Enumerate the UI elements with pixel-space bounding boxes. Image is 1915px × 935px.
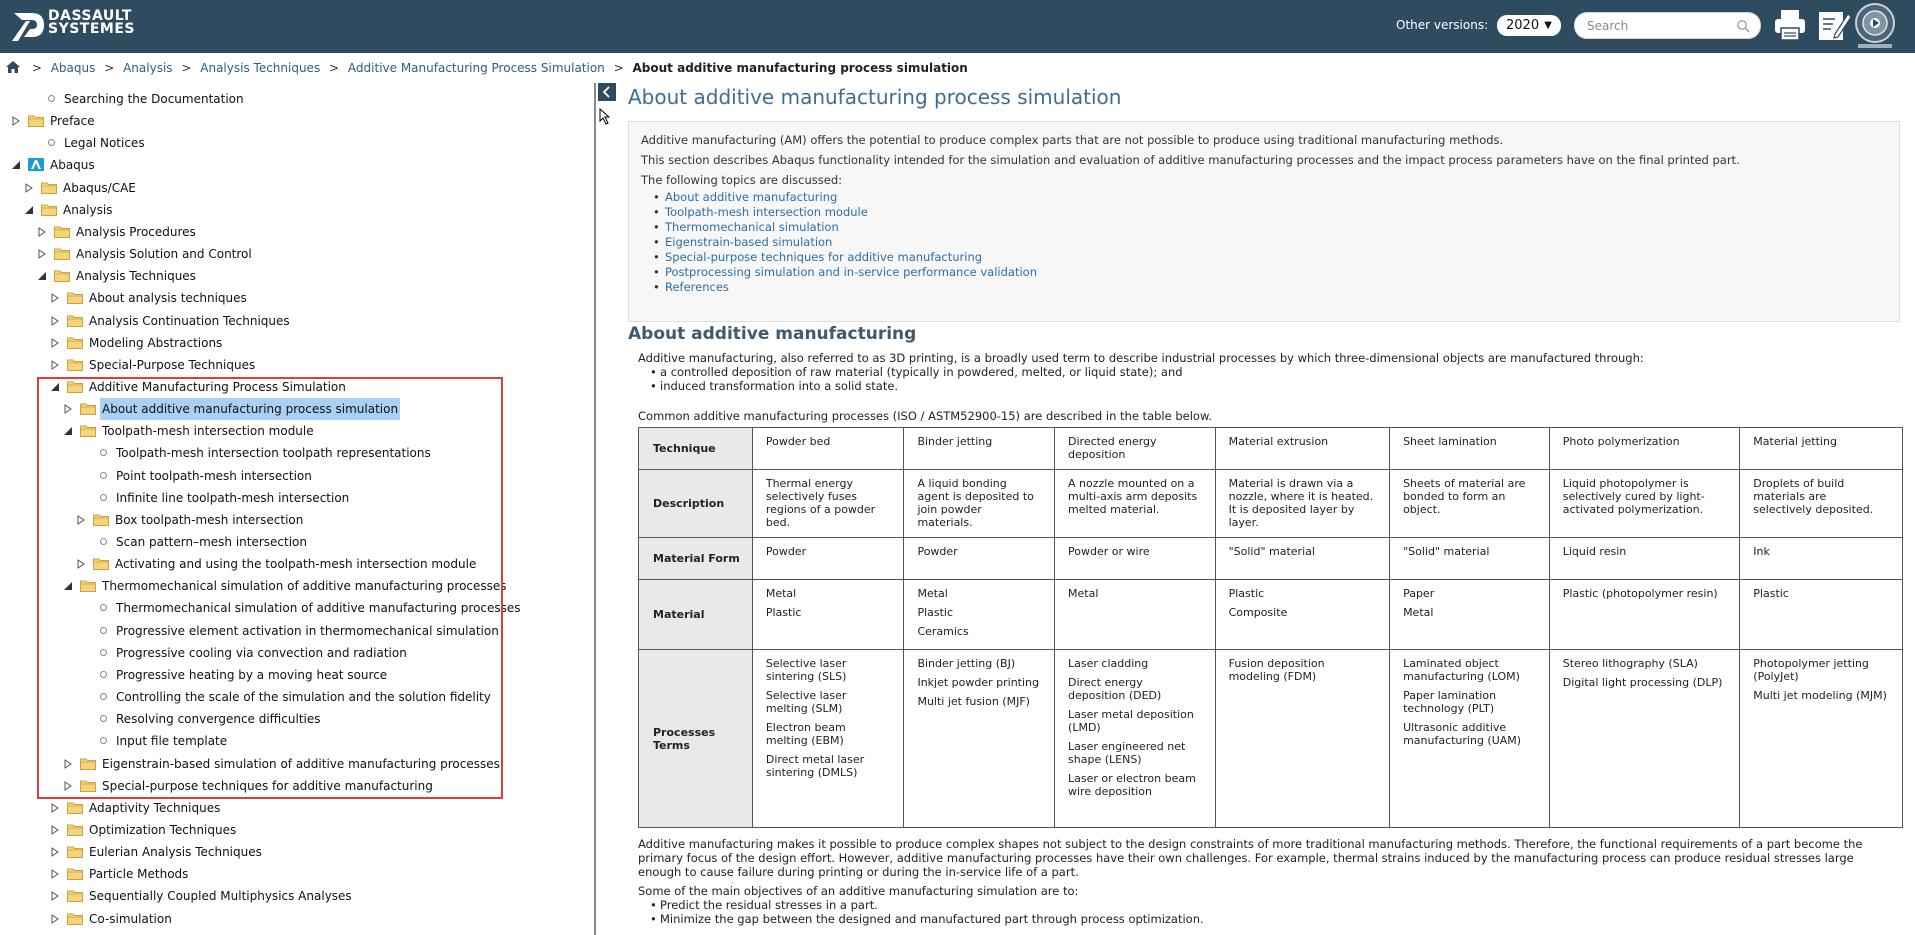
objectives-list	[648, 898, 1888, 926]
collapsed-triangle-icon[interactable]	[50, 914, 60, 924]
tree-node-label[interactable]: Particle Methods	[89, 867, 189, 882]
list-item	[653, 235, 1887, 250]
leaf-bullet-icon	[100, 472, 107, 479]
collapsed-triangle-icon[interactable]	[63, 404, 73, 414]
breadcrumb-current: About additive manufacturing process simulation	[632, 61, 968, 75]
tree-node-label[interactable]: Adaptivity Techniques	[89, 800, 221, 815]
leaf-bullet-icon	[100, 604, 107, 611]
cell-text: Photo polymerization	[1562, 435, 1680, 448]
breadcrumb-analysis-techniques[interactable]: Analysis Techniques	[200, 61, 321, 75]
table-cell	[904, 580, 1055, 650]
tree-node-label[interactable]: Toolpath-mesh intersection module	[102, 424, 314, 439]
cell-text: Multi jet modeling (MJM)	[1753, 689, 1887, 702]
tree-node-label[interactable]: Analysis Techniques	[76, 269, 196, 284]
intro-paragraph: Additive manufacturing (AM) offers the potential to produce complex parts that are not possible to produce using traditional manufacturing methods.	[641, 133, 1504, 147]
table-cell	[752, 470, 904, 538]
list-item	[653, 220, 1887, 235]
table-cell	[752, 580, 904, 650]
breadcrumb-abaqus[interactable]: Abaqus	[50, 61, 96, 75]
row-header: Technique	[639, 428, 753, 470]
after-table-text: Additive manufacturing makes it possible to produce complex shapes not subject to the design constraints of more traditional manufacturing methods. Therefore, the functional requirements of a part become the primary focus of the design effort. However, additive manufacturing processes have their own challenges. For example, thermal strains induced by the manufacturing process can produce residual stresses large enough to cause failure during printing or during the in-service life of a part.	[638, 837, 1863, 879]
cell-text: Metal	[1068, 587, 1099, 600]
tree-node-label[interactable]: Controlling the scale of the simulation and the solution fidelity	[116, 690, 491, 705]
objectives-text: Some of the main objectives of an additive manufacturing simulation are to:	[638, 884, 1079, 898]
breadcrumb: > Abaqus > Analysis > Analysis Techniques > Additive Manufacturing Process Simulation > About additive manufacturing process simulation	[0, 57, 1915, 79]
cell-text: Laser or electron beam wire deposition	[1068, 772, 1196, 798]
leaf-bullet-icon	[100, 538, 107, 545]
topic-link-eigenstrain[interactable]: Eigenstrain-based simulation	[665, 235, 833, 249]
search-icon[interactable]	[1736, 19, 1750, 33]
list-item: • induced transformation into a solid state.	[648, 379, 1888, 393]
table-cell	[1390, 470, 1550, 538]
section-title: About additive manufacturing	[628, 324, 917, 344]
folder-icon	[54, 225, 70, 238]
search-input[interactable]	[1587, 17, 1732, 35]
cell-text: Electron beam melting (EBM)	[765, 721, 846, 747]
intro-box	[628, 121, 1900, 322]
table-row	[639, 470, 1903, 538]
folder-icon	[67, 380, 83, 393]
list-item	[653, 190, 1887, 205]
cell-text: Plastic	[1753, 587, 1789, 600]
cell-text: Binder jetting	[917, 435, 993, 448]
cell-text: Photopolymer jetting (PolyJet)	[1753, 657, 1869, 683]
leaf-bullet-icon	[100, 449, 107, 456]
cell-text: "Solid" material	[1403, 545, 1490, 558]
leaf-bullet-icon	[100, 627, 107, 634]
folder-icon	[80, 779, 96, 792]
folder-icon	[41, 181, 57, 194]
collapse-tree-button[interactable]	[598, 83, 616, 101]
cell-text: Liquid photopolymer is selectively cured by light-activated polymerization.	[1562, 477, 1705, 516]
collapsed-triangle-icon[interactable]	[76, 559, 86, 569]
row-header: Material	[639, 580, 753, 650]
expanded-triangle-icon[interactable]	[24, 205, 34, 215]
cell-text: Composite	[1228, 606, 1288, 619]
folder-icon	[67, 823, 83, 836]
print-icon[interactable]	[1772, 6, 1808, 44]
definition-block	[638, 351, 1888, 393]
definition-text: Additive manufacturing, also referred to as 3D printing, is a broadly used term to describe industrial processes by which three-dimensional objects are manufactured through:	[638, 351, 1644, 365]
folder-icon	[93, 513, 109, 526]
list-item: • Predict the residual stresses in a part.	[648, 898, 1888, 912]
tree-node-label[interactable]: Progressive heating by a moving heat source	[116, 667, 388, 682]
collapsed-triangle-icon[interactable]	[63, 759, 73, 769]
dropdown-caret-icon: ▼	[1544, 20, 1552, 31]
tree-node-label[interactable]: Additive Manufacturing Process Simulation	[89, 379, 346, 394]
topic-link-thermomechanical[interactable]: Thermomechanical simulation	[665, 220, 839, 234]
tree-node-label[interactable]: Thermomechanical simulation of additive manufacturing processes	[116, 601, 521, 616]
tree-node-label[interactable]: Progressive element activation in thermomechanical simulation	[116, 623, 499, 638]
tree-node-label[interactable]: Legal Notices	[64, 136, 145, 151]
cell-text: Plastic (photopolymer resin)	[1562, 587, 1718, 600]
cell-text: Ceramics	[917, 625, 969, 638]
feedback-note-icon[interactable]	[1815, 6, 1851, 44]
collapsed-triangle-icon[interactable]	[50, 847, 60, 857]
row-header: Processes Terms	[639, 650, 753, 828]
table-row	[639, 428, 1903, 470]
cell-text: Metal	[1403, 606, 1434, 619]
topic-link-postprocessing[interactable]: Postprocessing simulation and in-service performance validation	[665, 265, 1037, 279]
leaf-bullet-icon	[100, 693, 107, 700]
logo-text: DASSAULT SYSTEMES	[48, 8, 135, 37]
tree-node-label[interactable]: Co-simulation	[89, 911, 172, 926]
table-cell	[904, 538, 1055, 580]
folder-icon	[67, 801, 83, 814]
table-cell	[904, 650, 1055, 828]
table-cell	[1215, 470, 1389, 538]
collapsed-triangle-icon[interactable]	[37, 249, 47, 259]
folder-icon	[67, 291, 83, 304]
objectives-block	[638, 884, 1888, 926]
cell-text: Plastic	[765, 606, 802, 619]
table-cell	[1740, 650, 1903, 828]
leaf-bullet-icon	[100, 715, 107, 722]
other-versions-label: Other versions:	[1396, 18, 1489, 32]
collapsed-triangle-icon[interactable]	[50, 316, 60, 326]
cell-text: Laminated object manufacturing (LOM)	[1403, 657, 1520, 683]
table-cell	[1740, 428, 1903, 470]
collapsed-triangle-icon[interactable]	[76, 515, 86, 525]
tree-node-label[interactable]: Eulerian Analysis Techniques	[89, 845, 262, 860]
table-cell	[1215, 650, 1389, 828]
home-icon[interactable]	[5, 60, 21, 74]
page-title: About additive manufacturing process simulation	[628, 85, 1122, 109]
cell-text: Selective laser melting (SLM)	[765, 689, 847, 715]
tree-node-label[interactable]: Input file template	[116, 734, 228, 749]
cell-text: Binder jetting (BJ)	[917, 657, 1016, 670]
collapsed-triangle-icon[interactable]	[63, 781, 73, 791]
cell-text: Liquid resin	[1562, 545, 1627, 558]
expanded-triangle-icon[interactable]	[11, 160, 21, 170]
collapsed-triangle-icon[interactable]	[50, 338, 60, 348]
cell-text: Sheet lamination	[1403, 435, 1497, 448]
folder-icon	[54, 247, 70, 260]
cell-text: Direct energy deposition (DED)	[1068, 676, 1162, 702]
cell-text: Powder	[917, 545, 958, 558]
tree-node-label[interactable]: Scan pattern–mesh intersection	[116, 535, 308, 549]
cell-text: Selective laser sintering (SLS)	[765, 657, 847, 683]
tree-node-label[interactable]: Special-purpose techniques for additive manufacturing	[102, 778, 433, 793]
table-cell	[904, 470, 1055, 538]
cell-text: Directed energy deposition	[1068, 435, 1157, 461]
tree-node-label[interactable]: Toolpath-mesh intersection toolpath representations	[116, 446, 431, 461]
row-header: Material Form	[639, 538, 753, 580]
table-cell	[1549, 538, 1740, 580]
folder-icon	[93, 557, 109, 570]
tree-node-label[interactable]: Analysis Solution and Control	[76, 247, 252, 262]
cell-text: Digital light processing (DLP)	[1562, 676, 1723, 689]
tree-node-label[interactable]: Activating and using the toolpath-mesh intersection module	[115, 557, 477, 572]
definition-bullets	[648, 365, 1888, 393]
tree-node-label[interactable]: Resolving convergence difficulties	[116, 712, 321, 727]
breadcrumb-additive-manufacturing[interactable]: Additive Manufacturing Process Simulation	[347, 61, 605, 75]
search-box[interactable]	[1574, 12, 1761, 39]
table-cell	[1740, 538, 1903, 580]
folder-icon	[67, 867, 83, 880]
table-cell	[904, 428, 1055, 470]
version-select[interactable]	[1497, 15, 1561, 36]
tree-node-label[interactable]: Searching the Documentation	[64, 92, 244, 106]
table-cell	[752, 538, 904, 580]
version-value: 2020	[1506, 18, 1540, 33]
cell-text: Ultrasonic additive manufacturing (UAM)	[1403, 721, 1522, 747]
collapsed-triangle-icon[interactable]	[24, 183, 34, 193]
tree-node-label[interactable]: Abaqus	[50, 158, 95, 173]
collapsed-triangle-icon[interactable]	[50, 293, 60, 303]
cell-text: Fusion deposition modeling (FDM)	[1228, 657, 1325, 683]
3dexperience-compass-icon[interactable]	[1852, 2, 1898, 50]
tree-node-label[interactable]: Sequentially Coupled Multiphysics Analyses	[89, 889, 352, 904]
collapsed-triangle-icon[interactable]	[50, 869, 60, 879]
folder-icon	[67, 889, 83, 902]
folder-icon	[80, 424, 96, 437]
table-cell	[1215, 428, 1389, 470]
list-item	[653, 250, 1887, 265]
tree-node-label[interactable]: Box toolpath-mesh intersection	[115, 512, 304, 527]
tree-node-label[interactable]: Analysis Continuation Techniques	[89, 313, 290, 328]
cell-text: A liquid bonding agent is deposited to join powder materials.	[917, 477, 1034, 529]
cell-text: Material is drawn via a nozzle, where it is heated. It is deposited layer by layer.	[1228, 477, 1374, 529]
collapsed-triangle-icon[interactable]	[50, 360, 60, 370]
cell-text: Powder	[765, 545, 807, 558]
folder-icon	[67, 336, 83, 349]
tree-node-label[interactable]: About analysis techniques	[89, 291, 247, 306]
topic-link-references[interactable]: References	[665, 280, 729, 294]
table-cell	[1549, 428, 1740, 470]
table-intro: Common additive manufacturing processes (ISO / ASTM52900-15) are described in the table below.	[638, 409, 1212, 423]
folder-icon	[67, 912, 83, 925]
cell-text: Laser metal deposition (LMD)	[1068, 708, 1194, 734]
content-pane	[628, 83, 1903, 935]
cell-text: A nozzle mounted on a multi-axis arm deposits melted material.	[1068, 477, 1198, 516]
cell-text: Laser engineered net shape (LENS)	[1068, 740, 1186, 766]
cell-text: Droplets of build materials are selectively deposited.	[1753, 477, 1874, 516]
cell-text: Paper lamination technology (PLT)	[1403, 689, 1497, 715]
table-row	[639, 538, 1903, 580]
table-cell	[1390, 538, 1550, 580]
navigation-tree	[0, 83, 594, 935]
table-cell	[1390, 650, 1550, 828]
folder-icon	[80, 402, 96, 415]
topic-link-toolpath-mesh[interactable]: Toolpath-mesh intersection module	[665, 205, 868, 219]
table-cell	[1055, 650, 1216, 828]
table-cell	[1055, 538, 1216, 580]
cell-text: Plastic	[917, 606, 954, 619]
collapsed-triangle-icon[interactable]	[50, 803, 60, 813]
tree-node-label[interactable]: Abaqus/CAE	[63, 180, 136, 195]
cell-text: Metal	[765, 587, 797, 600]
cursor-icon	[598, 107, 616, 129]
table-cell	[1390, 428, 1550, 470]
list-item: • a controlled deposition of raw material (typically in powdered, melted, or liquid state); and	[648, 365, 1888, 379]
folder-icon	[67, 358, 83, 371]
cell-text: Stereo lithography (SLA)	[1562, 657, 1698, 670]
tree-node-label[interactable]: Point toolpath-mesh intersection	[116, 468, 312, 483]
collapsed-triangle-icon[interactable]	[37, 227, 47, 237]
cell-text: Powder or wire	[1068, 545, 1150, 558]
cell-text: Paper	[1403, 587, 1435, 600]
table-cell	[1549, 580, 1740, 650]
table-cell	[1549, 470, 1740, 538]
table-cell	[1549, 650, 1740, 828]
tree-node-label[interactable]: Modeling Abstractions	[89, 335, 223, 350]
tree-node-label[interactable]: Preface	[50, 114, 95, 129]
cell-text: Inkjet powder printing	[917, 676, 1040, 689]
table-cell	[752, 428, 904, 470]
table-cell	[1055, 428, 1216, 470]
folder-icon	[41, 203, 57, 216]
cell-text: Material jetting	[1753, 435, 1837, 448]
tree-node-label[interactable]: About additive manufacturing process simulation	[100, 398, 400, 420]
breadcrumb-analysis[interactable]: Analysis	[123, 61, 173, 75]
topic-list	[653, 190, 1887, 295]
leaf-bullet-icon	[100, 671, 107, 678]
cell-text: Laser cladding	[1068, 657, 1149, 670]
tree-node-label[interactable]: Progressive cooling via convection and radiation	[116, 645, 407, 660]
cell-text: Thermal energy selectively fuses regions of a powder bed.	[765, 477, 876, 529]
cell-text: Sheets of material are bonded to form an object.	[1403, 477, 1526, 516]
leaf-bullet-icon	[48, 95, 55, 102]
table-cell	[1055, 470, 1216, 538]
tree-node-label[interactable]: Optimization Techniques	[89, 822, 237, 837]
cell-text: Multi jet fusion (MJF)	[917, 695, 1030, 708]
folder-icon	[80, 579, 96, 592]
cell-text: Material extrusion	[1228, 435, 1329, 448]
leaf-bullet-icon	[100, 737, 107, 744]
cell-text: Plastic	[1228, 587, 1265, 600]
topic-link-special-purpose[interactable]: Special-purpose techniques for additive manufacturing	[665, 250, 983, 264]
folder-icon	[80, 757, 96, 770]
collapsed-triangle-icon[interactable]	[11, 116, 21, 126]
leaf-bullet-icon	[100, 494, 107, 501]
tree-node-label[interactable]: Analysis Procedures	[76, 224, 196, 239]
list-item	[653, 265, 1887, 280]
intro-paragraph: This section describes Abaqus functionality intended for the simulation and evaluation of additive manufacturing processes and the impact process parameters have on the final printed part.	[641, 153, 1740, 167]
leaf-bullet-icon	[100, 649, 107, 656]
table-cell	[1390, 580, 1550, 650]
cell-text: Ink	[1753, 545, 1770, 558]
expanded-triangle-icon[interactable]	[50, 382, 60, 392]
collapsed-triangle-icon[interactable]	[50, 825, 60, 835]
tree-node-label[interactable]: Eigenstrain-based simulation of additive manufacturing processes	[102, 756, 500, 771]
expanded-triangle-icon[interactable]	[63, 426, 73, 436]
cell-text: "Solid" material	[1228, 545, 1315, 558]
table-row	[639, 580, 1903, 650]
topics-heading: The following topics are discussed:	[641, 173, 842, 187]
table-cell	[1215, 580, 1389, 650]
folder-icon	[54, 269, 70, 282]
collapsed-triangle-icon[interactable]	[50, 891, 60, 901]
table-row	[639, 650, 1903, 828]
am-process-table	[638, 427, 1903, 828]
cell-text: Direct metal laser sintering (DMLS)	[765, 753, 865, 779]
cell-text: Powder bed	[765, 435, 831, 448]
tree-node-label[interactable]: Analysis	[63, 202, 113, 217]
row-header: Description	[639, 470, 753, 538]
table-cell	[1055, 580, 1216, 650]
tree-node-label[interactable]: Thermomechanical simulation of additive manufacturing processes	[102, 579, 507, 594]
list-item	[653, 280, 1887, 295]
tree-node-label[interactable]: Special-Purpose Techniques	[89, 357, 256, 372]
folder-icon	[28, 114, 44, 127]
abaqus-product-icon	[28, 158, 44, 171]
leaf-bullet-icon	[48, 139, 55, 146]
folder-icon	[67, 845, 83, 858]
table-cell	[1215, 538, 1389, 580]
pane-splitter[interactable]	[594, 83, 596, 935]
table-cell	[752, 650, 904, 828]
tree-node-label[interactable]: Infinite line toolpath-mesh intersection	[116, 490, 350, 505]
expanded-triangle-icon[interactable]	[37, 271, 47, 281]
list-item: • Minimize the gap between the designed and manufactured part through process optimization.	[648, 912, 1888, 926]
expanded-triangle-icon[interactable]	[63, 581, 73, 591]
table-cell	[1740, 470, 1903, 538]
table-cell	[1740, 580, 1903, 650]
list-item	[653, 205, 1887, 220]
top-header	[0, 0, 1915, 53]
topic-link-about-am[interactable]: About additive manufacturing	[665, 190, 838, 204]
folder-icon	[67, 314, 83, 327]
cell-text: Metal	[917, 587, 948, 600]
